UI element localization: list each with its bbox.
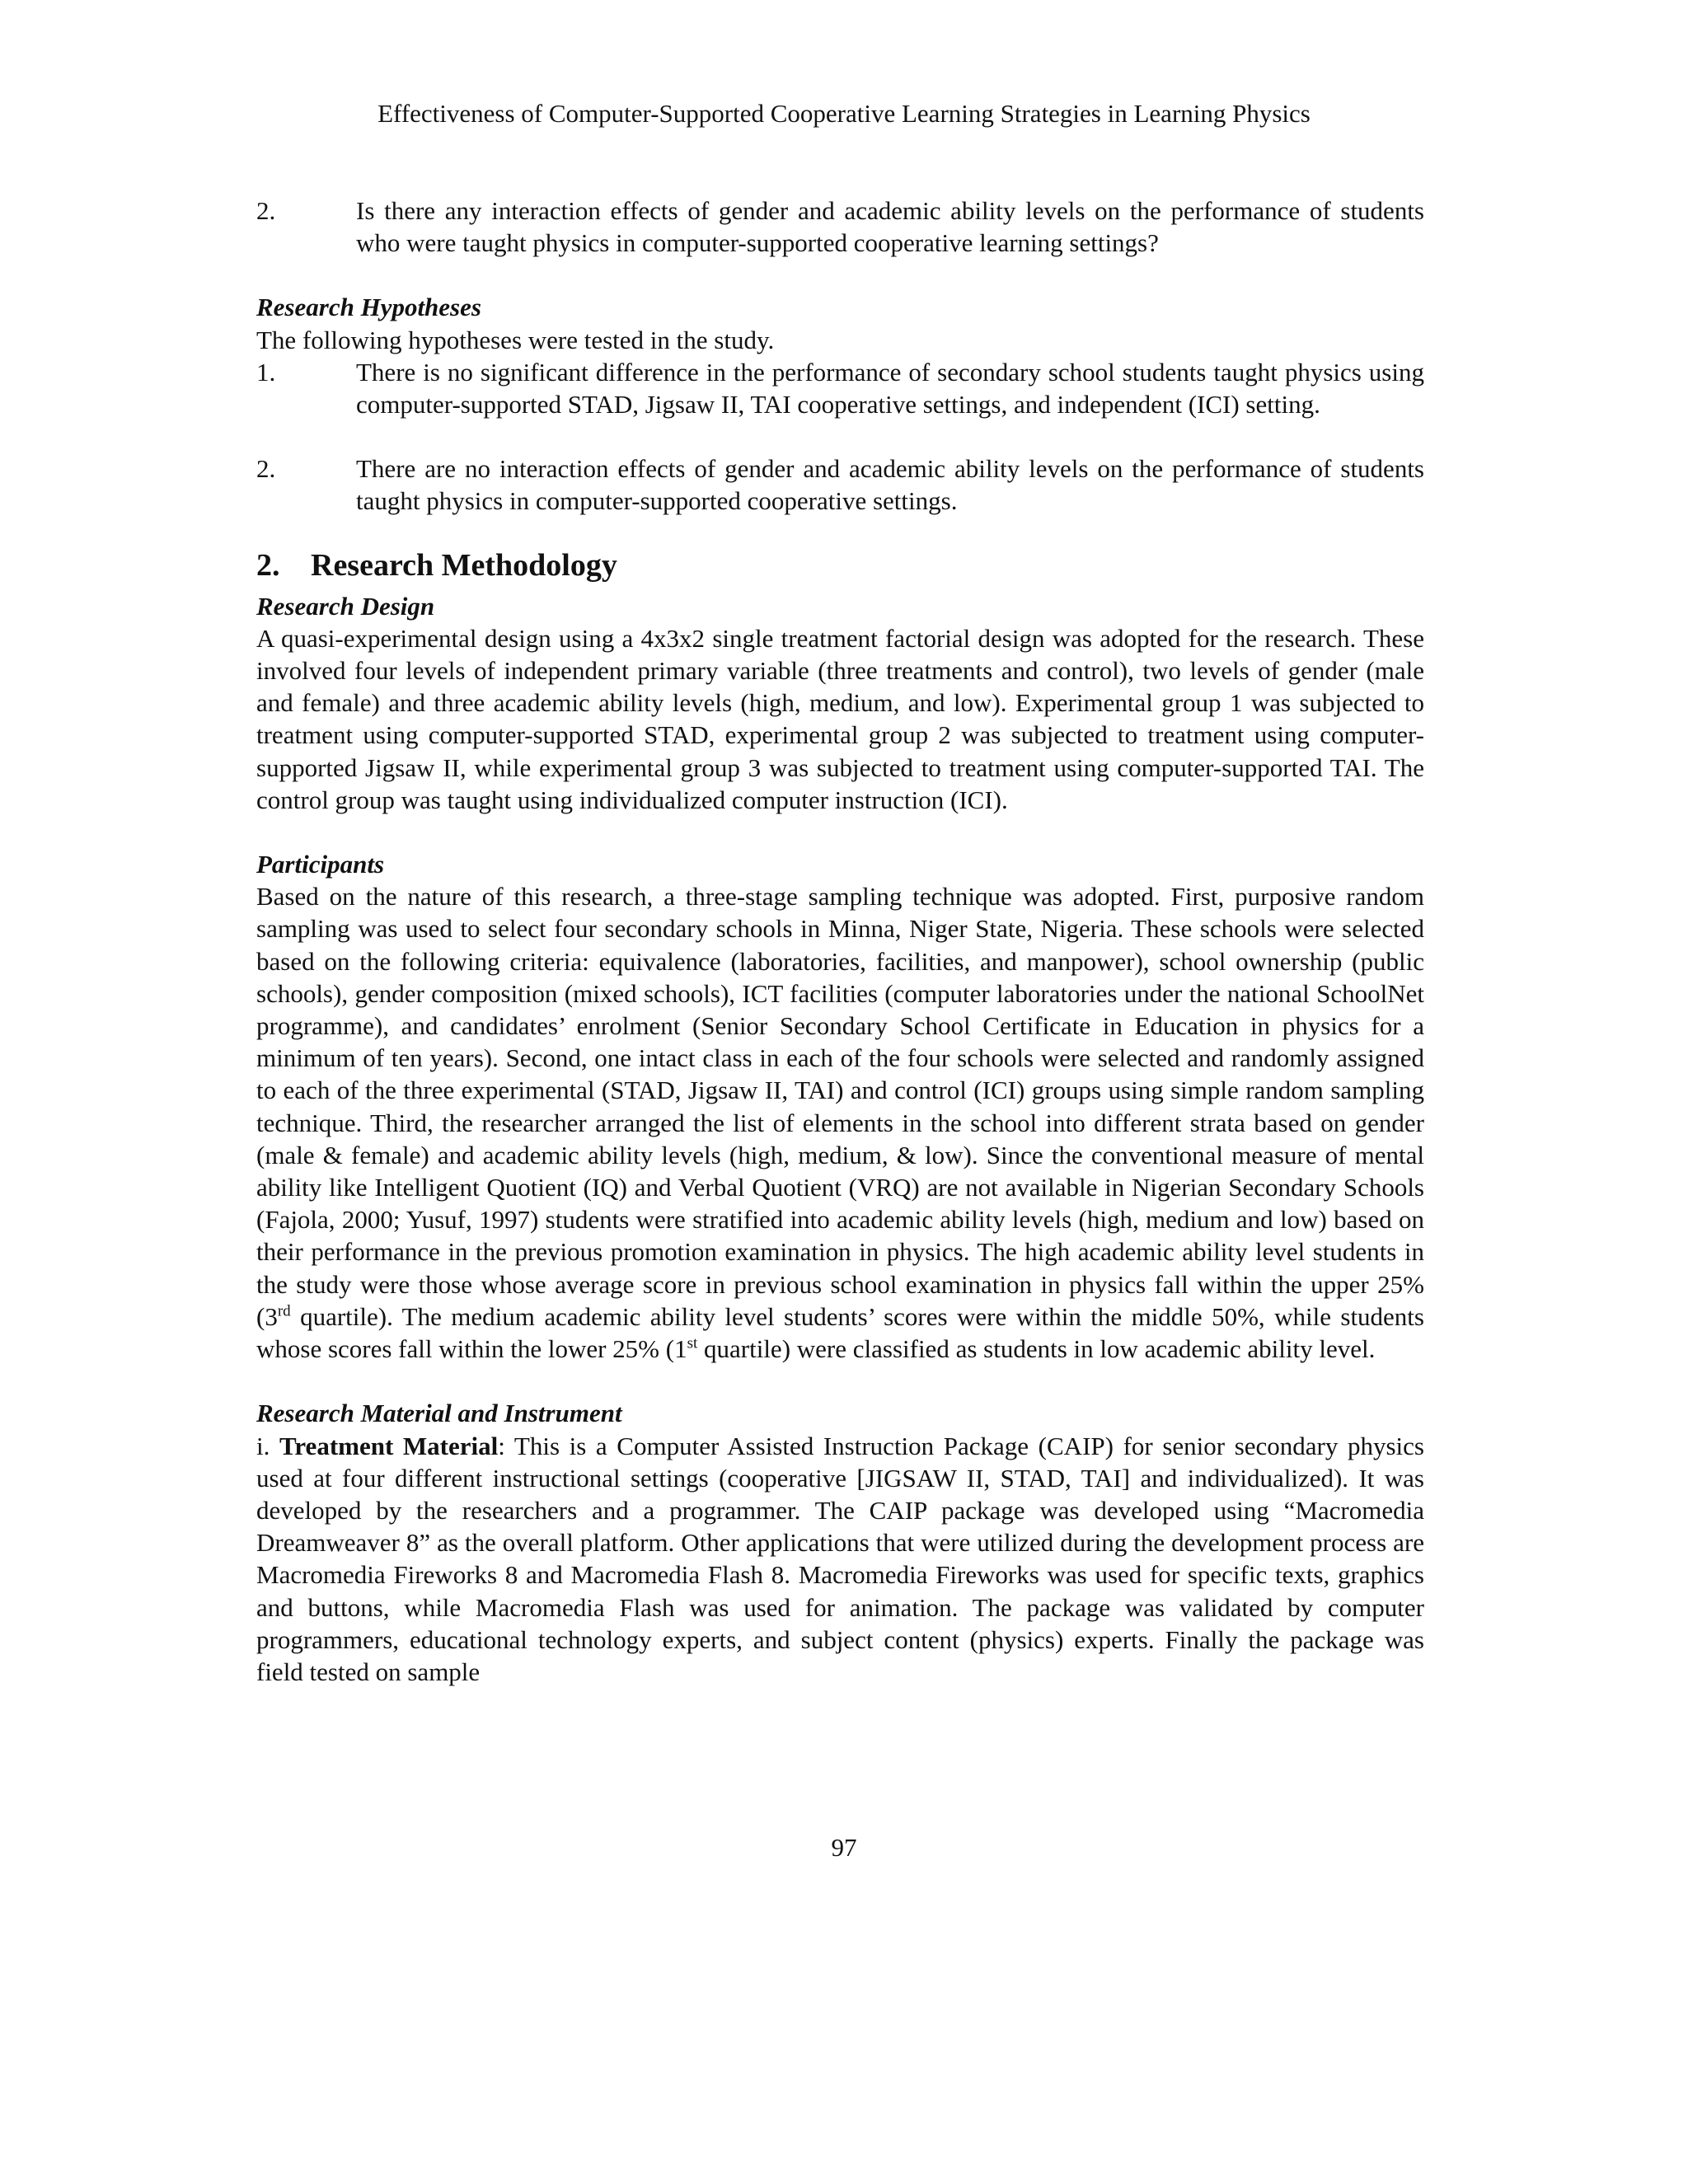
material-prefix: i. [256, 1431, 279, 1460]
hypothesis-1 [256, 356, 1424, 420]
section-heading [256, 546, 1424, 585]
list-number: 2. [256, 196, 276, 225]
list-text: Is there any interaction effects of gender and academic ability levels on the performance of students who were taught physics in computer-supported cooperative learning settings? [356, 196, 1424, 258]
research-design-paragraph: A quasi-experimental design using a 4x3x2 single treatment factorial design was adopted for the research. These involved four levels of independent primary variable (three treatments and control), two levels of gender (male and female) and three academic ability levels (high, medium, and low). Experimental group 1 was subjected to treatment using computer-supported STAD, experimental group 2 was subjected to treatment using computer-supported Jigsaw II, while experimental group 3 was subjected to treatment using computer-supported TAI. The control group was taught using individualized computer instruction (ICI). [256, 623, 1424, 814]
participants-paragraph [256, 880, 1424, 1365]
list-number: 1. [256, 357, 276, 387]
running-header: Effectiveness of Computer-Supported Cooperative Learning Strategies in Learning Physics [377, 99, 1311, 128]
list-text: There is no significant difference in the performance of secondary school students taught physics using computer-supported STAD, Jigsaw II, TAI cooperative settings, and independent (ICI) setting. [356, 357, 1424, 419]
research-question-2 [256, 194, 1424, 259]
subheading-research-hypotheses: Research Hypotheses [256, 293, 481, 322]
treatment-material-label: Treatment Material [279, 1431, 499, 1460]
hypotheses-intro: The following hypotheses were tested in the study. [256, 325, 775, 354]
list-number: 2. [256, 454, 276, 484]
page-number: 97 [831, 1833, 857, 1862]
participants-text-part-3: quartile) were classified as students in low academic ability level. [697, 1334, 1376, 1364]
superscript-rd: rd [277, 1302, 291, 1320]
participants-text-part-2: quartile). The medium academic ability level students’ scores were within the middle 50%, while students whose scores fall within the lower 25% (1 [256, 1301, 1424, 1364]
superscript-st: st [687, 1334, 698, 1352]
page-content [256, 194, 1424, 1688]
subheading-participants: Participants [256, 850, 385, 879]
list-text: There are no interaction effects of gender and academic ability levels on the performance of students taught physics in computer-supported cooperative settings. [356, 454, 1424, 516]
treatment-material-paragraph [256, 1430, 1424, 1689]
hypothesis-2 [256, 452, 1424, 517]
section-title: Research Methodology [311, 547, 617, 583]
section-number: 2. [256, 547, 280, 583]
subheading-research-material: Research Material and Instrument [256, 1399, 622, 1428]
subheading-research-design: Research Design [256, 591, 435, 621]
treatment-material-text: : This is a Computer Assisted Instruction Package (CAIP) for senior secondary physics used at four different instructional settings (cooperative [JIGSAW II, STAD, TAI] and individualized). It was developed by the researchers and a programmer. The CAIP package was developed using “Macromedia Dreamweaver 8” as the overall platform. Other applications that were utilized during the development process are Macromedia Fireworks 8 and Macromedia Flash 8. Macromedia Fireworks was used for specific texts, graphics and buttons, while Macromedia Flash was used for animation. The package was validated by computer programmers, educational technology experts, and subject content (physics) experts. Finally the package was field tested on sample [256, 1431, 1424, 1686]
participants-text-part-1: Based on the nature of this research, a three-stage sampling technique was adopted. First, purposive random sampling was used to select four secondary schools in Minna, Niger State, Nigeria. These schools were selected based on the following criteria: equivalence (laboratories, facilities, and manpower), school ownership (public schools), gender composition (mixed schools), ICT facilities (computer laboratories under the national SchoolNet programme), and candidates’ enrolment (Senior Secondary School Certificate in Education in physics for a minimum of ten years). Second, one intact class in each of the four schools were selected and randomly assigned to each of the three experimental (STAD, Jigsaw II, TAI) and control (ICI) groups using simple random sampling technique. Third, the researcher arranged the list of elements in the school into different strata based on gender (male & female) and academic ability levels (high, medium, & low). Since the conventional measure of mental ability like Intelligent Quotient (IQ) and Verbal Quotient (VRQ) are not available in Nigerian Secondary Schools (Fajola, 2000; Yusuf, 1997) students were stratified into academic ability levels (high, medium and low) based on their performance in the previous promotion examination in physics. The high academic ability level students in the study were those whose average score in previous school examination in physics fall within the upper 25% (3 [256, 882, 1424, 1331]
